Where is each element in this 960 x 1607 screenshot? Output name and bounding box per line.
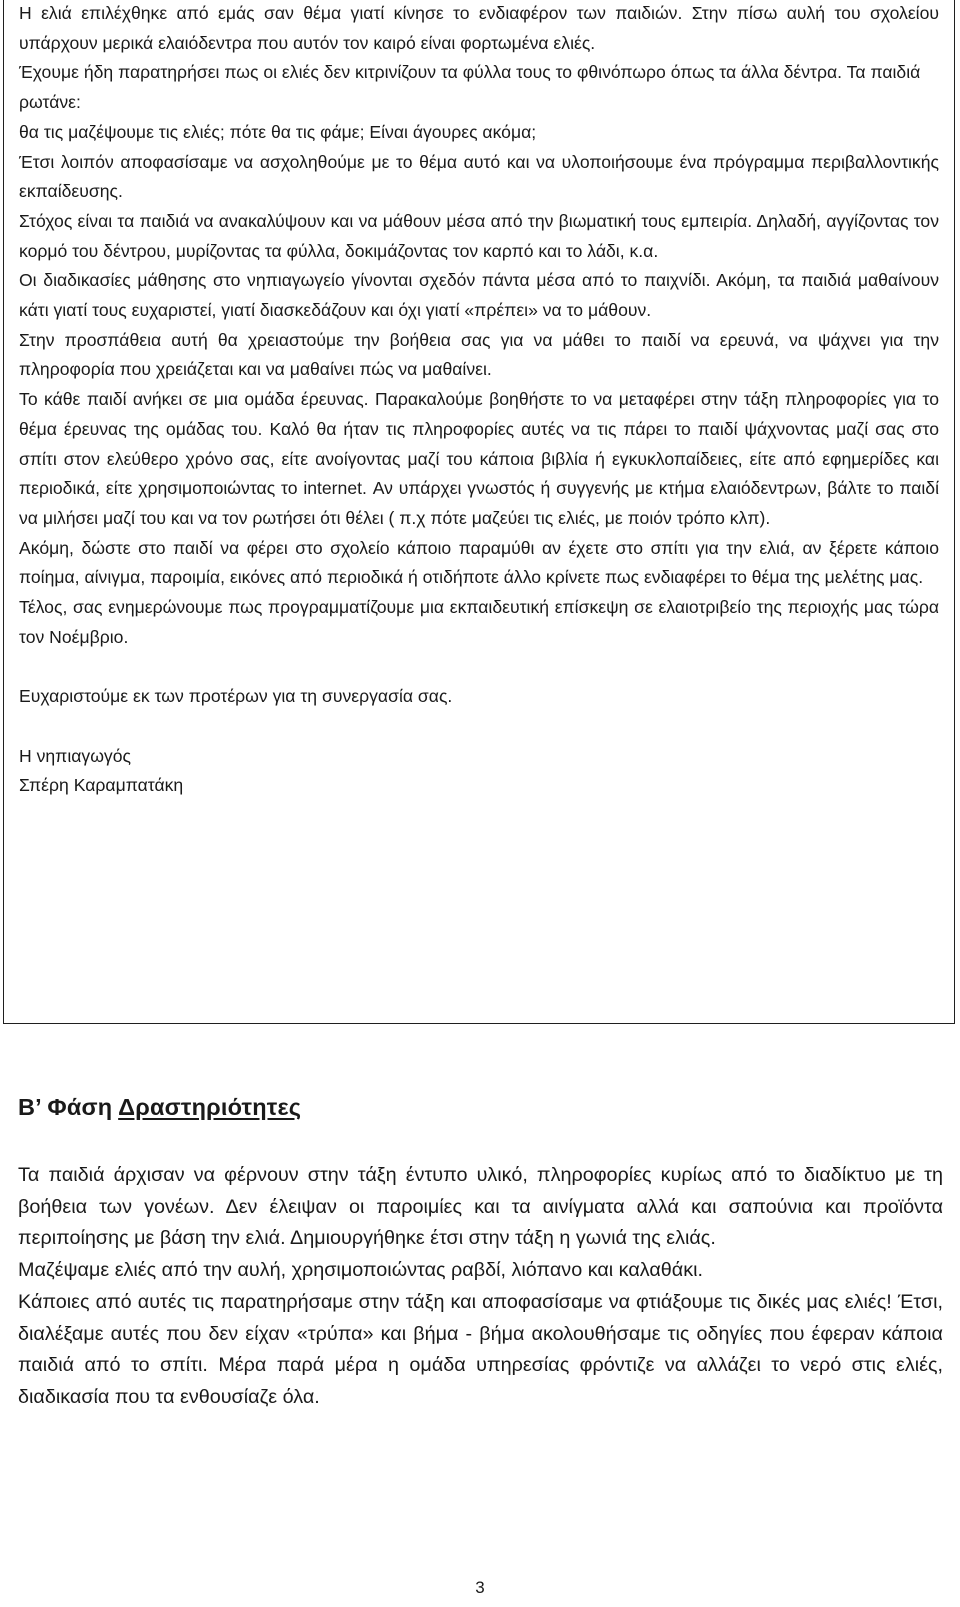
section-heading (18, 1094, 301, 1121)
letter-thanks: Ευχαριστούμε εκ των προτέρων για τη συνεργασία σας. (19, 686, 453, 707)
signature-role: Η νηπιαγωγός (19, 745, 131, 766)
section-paragraph-1: Τα παιδιά άρχισαν να φέρνουν στην τάξη έντυπο υλικό, πληροφορίες κυρίως από το διαδίκτυο με τη βοήθεια των γονέων. Δεν έλειψαν οι παροιμίες και τα αινίγματα αλλά και σαπούνια και προϊόντα περιποίησης με βάση την ελιά. Δημιουργήθηκε έτσι στην τάξη η γωνιά της ελιάς. (18, 1164, 943, 1250)
letter-paragraph-6: Οι διαδικασίες μάθησης στο νηπιαγωγείο γίνονται σχεδόν πάντα μέσα από το παιχνίδι. Ακόμη, τα παιδιά μαθαίνουν κάτι γιατί τους ευχαριστεί, γιατί διασκεδάζουν και όχι γιατί «πρέπει» να το μάθουν. (19, 270, 939, 321)
section-heading-underlined: Δραστηριότητες (118, 1094, 302, 1120)
section-paragraph-3: Κάποιες από αυτές τις παρατηρήσαμε στην τάξη και αποφασίσαμε να φτιάξουμε τις δικές μας ελιές! Έτσι, διαλέξαμε αυτές που δεν είχαν «τρύπα» και βήμα - βήμα ακολουθήσαμε τις οδηγίες που έφεραν κάποια παιδιά από το σπίτι. Μέρα παρά μέρα η ομάδα υπηρεσίας φρόντιζε να αλλάζει το νερό στις ελιές, διαδικασία που τα ενθουσίαζε όλα. (18, 1290, 943, 1408)
signature-name: Σπέρη Καραμπατάκη (19, 775, 184, 796)
parent-letter (19, 0, 939, 801)
spacer (19, 712, 939, 742)
letter-paragraph-4: Έτσι λοιπόν αποφασίσαμε να ασχοληθούμε με το θέμα αυτό και να υλοποιήσουμε ένα πρόγραμμα περιβαλλοντικής εκπαίδευσης. (19, 151, 939, 202)
letter-paragraph-10: Τέλος, σας ενημερώνουμε πως προγραμματίζουμε μια εκπαιδευτική επίσκεψη σε ελαιοτριβείο της περιοχής μας τώρα τον Νοέμβριο. (19, 597, 939, 647)
letter-paragraph-8: Το κάθε παιδί ανήκει σε μια ομάδα έρευνας. Παρακαλούμε βοηθήστε το να μεταφέρει στην τάξη πληροφορίες για το θέμα έρευνας της ομάδας του. Καλό θα ήταν τις πληροφορίες αυτές να τις πάρει το παιδί ψάχνοντας μαζί σας στο σπίτι στον ελεύθερο χρόνο σας, είτε ανοίγοντας μαζί του κάποια βιβλία ή εγκυκλοπαίδειες, είτε από εφημερίδες και περιοδικά, είτε χρησιμοποιώντας το internet. Αν υπάρχει γνωστός ή συγγενής με κτήμα ελαιόδεντρων, βάλτε το παιδί να μιλήσει μαζί του και να τον ρωτήσει ότι θέλει ( π.χ πότε μαζεύει τις ελιές, με ποιόν τρόπο κλπ). (19, 389, 939, 528)
letter-paragraph-5: Στόχος είναι τα παιδιά να ανακαλύψουν και να μάθουν μέσα από την βιωματική τους εμπειρία. Δηλαδή, αγγίζοντας τον κορμό του δέντρου, μυρίζοντας τα φύλλα, δοκιμάζοντας τον καρπό και το λάδι, κ.α. (19, 210, 939, 261)
spacer (19, 652, 939, 682)
page-number: 3 (475, 1578, 485, 1597)
letter-paragraph-9: Ακόμη, δώστε στο παιδί να φέρει στο σχολείο κάποιο παραμύθι αν έχετε στο σπίτι για την ελιά, αν ξέρετε κάποιο ποίημα, αίνιγμα, παροιμία, εικόνες από περιοδικά ή οτιδήποτε άλλο κρίνετε πως ενδιαφέρει το θέμα της μελέτης μας. (19, 537, 939, 588)
letter-paragraph-7: Στην προσπάθεια αυτή θα χρειαστούμε την βοήθεια σας για να μάθει το παιδί να ερευνά, να ψάχνει για την πληροφορία που χρειάζεται και να μαθαίνει πώς να μαθαίνει. (19, 329, 939, 380)
letter-paragraph-1: Η ελιά επιλέχθηκε από εμάς σαν θέμα γιατί κίνησε το ενδιαφέρον των παιδιών. Στην πίσω αυλή του σχολείου υπάρχουν μερικά ελαιόδεντρα που αυτόν τον καιρό είναι φορτωμένα ελιές. (19, 3, 939, 53)
letter-paragraph-3: θα τις μαζέψουμε τις ελιές; πότε θα τις φάμε; Είναι άγουρες ακόμα; (19, 121, 537, 142)
section-body (18, 1160, 943, 1414)
parent-letter-box (3, 0, 955, 1024)
section-paragraph-2: Μαζέψαμε ελιές από την αυλή, χρησιμοποιώντας ραβδί, λιόπανο και καλαθάκι. (18, 1259, 704, 1282)
letter-paragraph-2: Έχουμε ήδη παρατηρήσει πως οι ελιές δεν κιτρινίζουν τα φύλλα τους το φθινόπωρο όπως τα άλλα δέντρα. Τα παιδιά ρωτάνε: (19, 62, 921, 113)
section-heading-prefix: Β’ Φάση (18, 1094, 119, 1120)
